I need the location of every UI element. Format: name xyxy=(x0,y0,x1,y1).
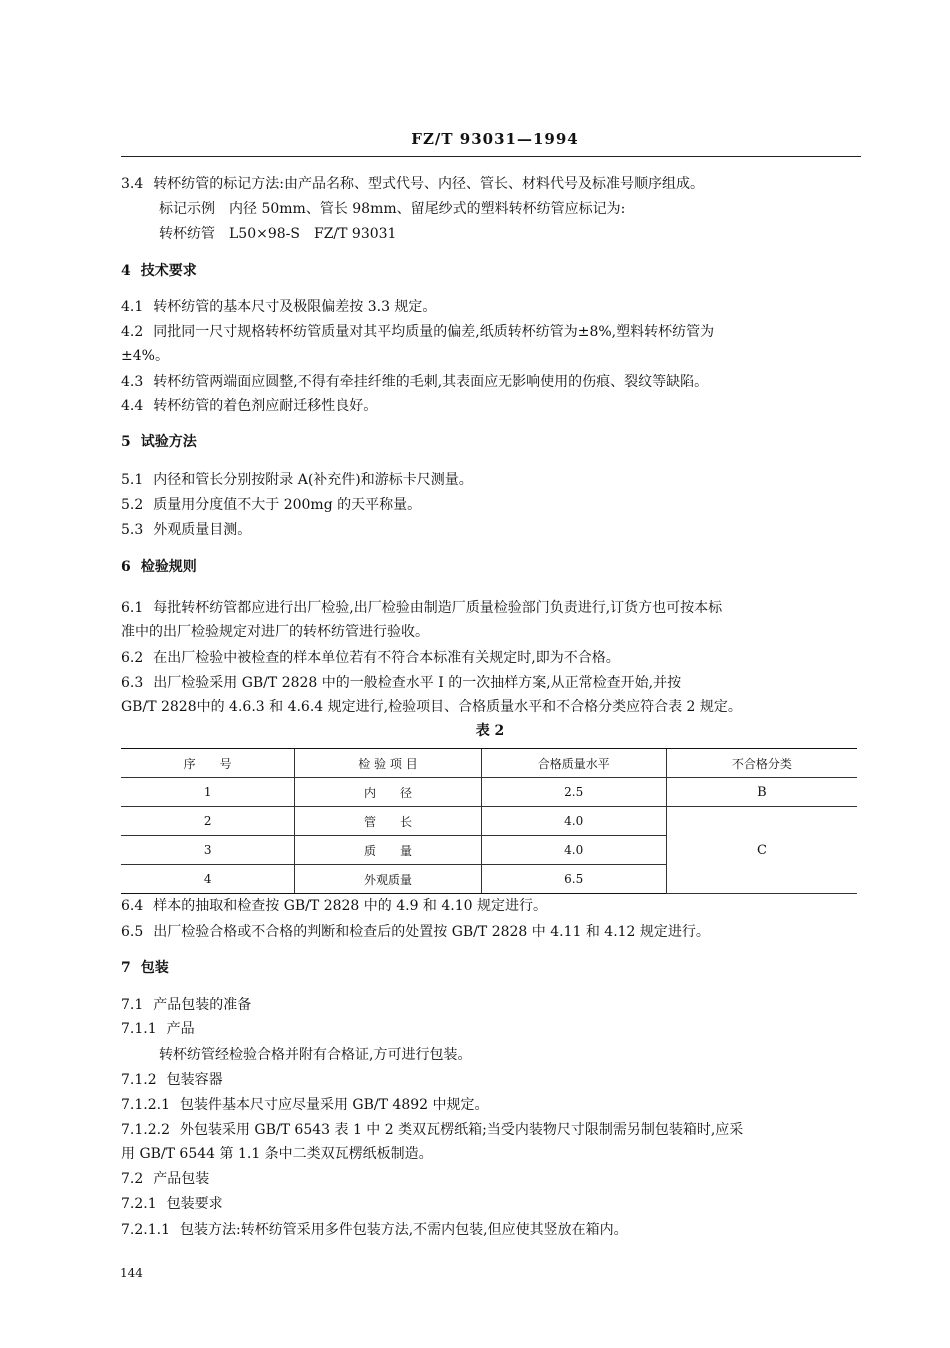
section-6-heading xyxy=(121,557,197,577)
clause-number: 6.2 xyxy=(121,650,144,666)
marking-example-line: 标记示例 内径 50mm、管长 98mm、留尾纱式的塑料转杯纺管应标记为: xyxy=(159,201,626,217)
clause-6-5 xyxy=(121,922,710,942)
clause-text: 包装容器 xyxy=(166,1072,223,1088)
section-number: 5 xyxy=(121,434,131,450)
clause-number: 6.4 xyxy=(121,898,144,914)
clause-7-1-2-2 xyxy=(121,1120,743,1140)
section-4-heading xyxy=(121,261,197,281)
clause-number: 7.2 xyxy=(121,1171,144,1187)
clause-number: 7.1.2.1 xyxy=(121,1097,170,1113)
section-title: 包装 xyxy=(140,960,169,976)
clause-6-1 xyxy=(121,598,722,618)
clause-7-1-1 xyxy=(121,1019,195,1039)
clause-4-4 xyxy=(121,396,377,416)
section-title: 试验方法 xyxy=(140,434,197,450)
section-5-heading xyxy=(121,432,197,452)
clause-text: 在出厂检验中被检查的样本单位若有不符合本标准有关规定时,即为不合格。 xyxy=(153,650,620,666)
clause-text: 质量用分度值不大于 200mg 的天平称量。 xyxy=(153,497,422,513)
section-number: 6 xyxy=(121,559,131,575)
clause-5-1 xyxy=(121,470,473,490)
clause-7-1-2-1 xyxy=(121,1095,489,1115)
clause-4-1 xyxy=(121,297,436,317)
clause-number: 6.5 xyxy=(121,924,144,940)
cell-item: 外观质量 xyxy=(295,865,481,894)
clause-number: 4.1 xyxy=(121,299,144,315)
clause-7-2-1-1 xyxy=(121,1220,628,1240)
clause-6-1-continued: 准中的出厂检验规定对进厂的转杯纺管进行验收。 xyxy=(121,624,429,640)
clause-number: 3.4 xyxy=(121,176,144,192)
cell-item: 质 量 xyxy=(295,836,481,865)
table-2-caption: 表 2 xyxy=(475,723,505,739)
clause-5-2 xyxy=(121,495,421,515)
clause-text: 转杯纺管的基本尺寸及极限偏差按 3.3 规定。 xyxy=(153,299,437,315)
clause-4-3 xyxy=(121,372,708,392)
clause-number: 7.2.1 xyxy=(121,1196,157,1212)
clause-number: 5.1 xyxy=(121,472,144,488)
clause-text: 转杯纺管的标记方法:由产品名称、型式代号、内径、管长、材料代号及标准号顺序组成。 xyxy=(153,176,704,192)
cell-serial: 2 xyxy=(121,807,295,836)
clause-4-2 xyxy=(121,322,714,342)
clause-text: 转杯纺管两端面应圆整,不得有牵挂纤维的毛刺,其表面应无影响使用的伤痕、裂纹等缺陷。 xyxy=(153,374,709,390)
section-number: 7 xyxy=(121,960,131,976)
header-rule xyxy=(121,156,861,157)
table-header-row xyxy=(121,749,857,778)
cell-serial: 3 xyxy=(121,836,295,865)
clause-text: 同批同一尺寸规格转杯纺管质量对其平均质量的偏差,纸质转杯纺管为±8%,塑料转杯纺管为 xyxy=(153,324,715,340)
cell-item: 管 长 xyxy=(295,807,481,836)
clause-number: 7.1.2.2 xyxy=(121,1122,170,1138)
clause-number: 6.3 xyxy=(121,675,144,691)
table-row xyxy=(121,807,857,836)
clause-7-1-1-body: 转杯纺管经检验合格并附有合格证,方可进行包装。 xyxy=(159,1047,472,1063)
marking-code-line: 转杯纺管 L50×98-S FZ/T 93031 xyxy=(159,226,397,242)
clause-7-1 xyxy=(121,995,251,1015)
header-serial-number: 序 号 xyxy=(121,749,295,778)
clause-6-3 xyxy=(121,673,681,693)
page-number: 144 xyxy=(120,1266,143,1280)
clause-text: 转杯纺管的着色剂应耐迁移性良好。 xyxy=(153,398,378,414)
clause-4-2-continued: ±4%。 xyxy=(121,348,169,364)
clause-number: 5.3 xyxy=(121,522,144,538)
clause-text: 内径和管长分别按附录 A(补充件)和游标卡尺测量。 xyxy=(153,472,473,488)
section-number: 4 xyxy=(121,263,131,279)
cell-aql: 4.0 xyxy=(481,836,666,865)
clause-number: 4.3 xyxy=(121,374,144,390)
clause-number: 7.1 xyxy=(121,997,144,1013)
header-nonconformity-class: 不合格分类 xyxy=(666,749,857,778)
clause-text: 出厂检验合格或不合格的判断和检查后的处置按 GB/T 2828 中 4.11 和 4.12 规定进行。 xyxy=(153,924,710,940)
clause-text: 样本的抽取和检查按 GB/T 2828 中的 4.9 和 4.10 规定进行。 xyxy=(153,898,548,914)
clause-number: 4.4 xyxy=(121,398,144,414)
clause-text: 每批转杯纺管都应进行出厂检验,出厂检验由制造厂质量检验部门负责进行,订货方也可按本标 xyxy=(153,600,723,616)
cell-aql: 2.5 xyxy=(481,778,666,807)
cell-serial: 1 xyxy=(121,778,295,807)
clause-number: 7.2.1.1 xyxy=(121,1222,170,1238)
cell-class: B xyxy=(666,778,857,807)
section-title: 检验规则 xyxy=(140,559,197,575)
cell-item: 内 径 xyxy=(295,778,481,807)
standard-code-header: FZ/T 93031—1994 xyxy=(411,130,579,148)
clause-text: 包装方法:转杯纺管采用多件包装方法,不需内包装,但应使其竖放在箱内。 xyxy=(179,1222,628,1238)
clause-5-3 xyxy=(121,520,251,540)
clause-3-4 xyxy=(121,174,704,194)
cell-aql: 6.5 xyxy=(481,865,666,894)
table-2 xyxy=(121,748,857,894)
clause-6-4 xyxy=(121,896,547,916)
cell-class-merged: C xyxy=(666,807,857,894)
clause-number: 7.1.2 xyxy=(121,1072,157,1088)
header-aql: 合格质量水平 xyxy=(481,749,666,778)
cell-serial: 4 xyxy=(121,865,295,894)
clause-text: 外观质量目测。 xyxy=(153,522,252,538)
clause-text: 包装要求 xyxy=(166,1196,223,1212)
table-row xyxy=(121,778,857,807)
section-title: 技术要求 xyxy=(140,263,197,279)
clause-6-2 xyxy=(121,648,620,668)
clause-text: 出厂检验采用 GB/T 2828 中的一般检查水平 I 的一次抽样方案,从正常检查开始,并按 xyxy=(153,675,682,691)
clause-number: 4.2 xyxy=(121,324,144,340)
clause-text: 外包装采用 GB/T 6543 表 1 中 2 类双瓦楞纸箱;当受内装物尺寸限制需另制包装箱时,应采 xyxy=(179,1122,744,1138)
clause-7-1-2 xyxy=(121,1070,223,1090)
clause-text: 产品包装的准备 xyxy=(153,997,252,1013)
header-inspection-item: 检 验 项 目 xyxy=(295,749,481,778)
clause-7-2 xyxy=(121,1169,209,1189)
clause-number: 5.2 xyxy=(121,497,144,513)
section-7-heading xyxy=(121,958,169,978)
cell-aql: 4.0 xyxy=(481,807,666,836)
clause-number: 7.1.1 xyxy=(121,1021,157,1037)
clause-text: 包装件基本尺寸应尽量采用 GB/T 4892 中规定。 xyxy=(179,1097,489,1113)
clause-7-2-1 xyxy=(121,1194,223,1214)
clause-text: 产品包装 xyxy=(153,1171,210,1187)
clause-text: 产品 xyxy=(166,1021,195,1037)
clause-7-1-2-2-continued: 用 GB/T 6544 第 1.1 条中二类双瓦楞纸板制造。 xyxy=(121,1146,433,1162)
clause-number: 6.1 xyxy=(121,600,144,616)
clause-6-3-continued: GB/T 2828中的 4.6.3 和 4.6.4 规定进行,检验项目、合格质量水平和不合格分类应符合表 2 规定。 xyxy=(121,699,742,715)
